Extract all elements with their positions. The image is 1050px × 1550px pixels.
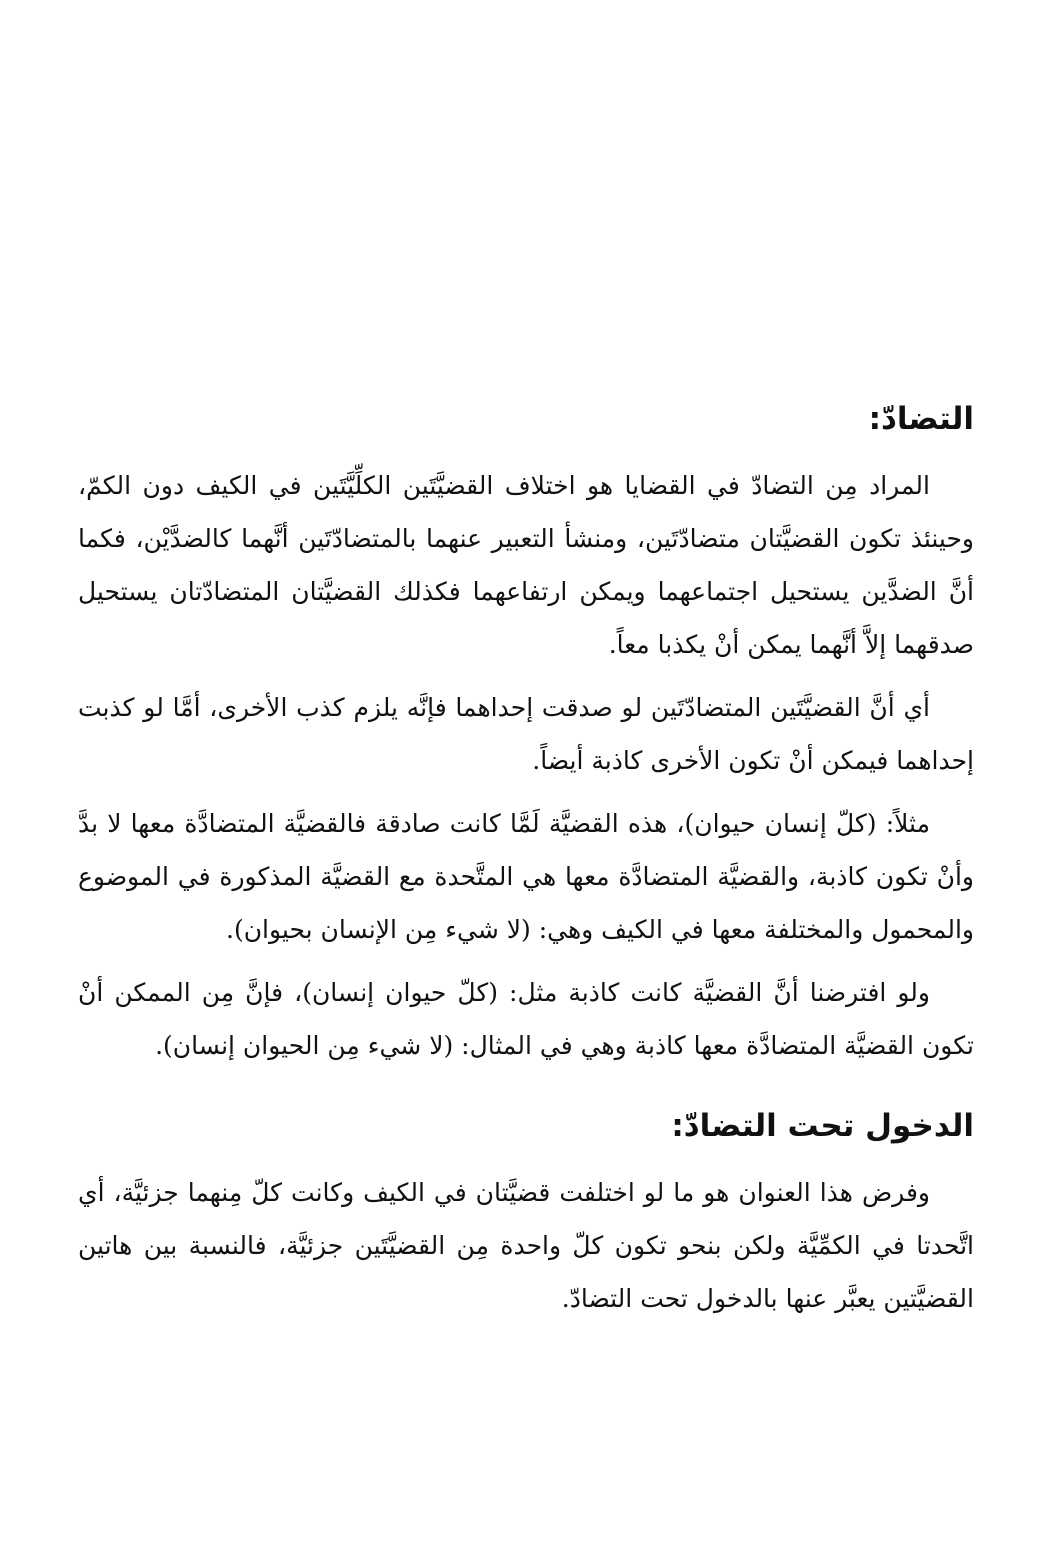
paragraph-example-true: مثلاً: (كلّ إنسان حيوان)، هذه القضيَّة لَمَّا كانت صادقة فالقضيَّة المتضادَّة معها لا بدَّ وأنْ تكون كاذبة، والقضيَّة المتضادَّة معها هي المتَّحدة مع القضيَّة المذكورة في الموضوع والمحمول والمختلفة معها في الكيف وهي: (لا شيء مِن الإنسان بحيوان). bbox=[78, 809, 974, 944]
document-page bbox=[78, 395, 974, 1335]
section-heading-contrariety: التضادّ: bbox=[868, 401, 974, 437]
paragraph-definition: المراد مِن التضادّ في القضايا هو اختلاف القضيَّتَين الكلِّيَّتَين في الكيف دون الكمّ، وحينئذ تكون القضيَّتان متضادّتَين، ومنشأ التعبير عنهما بالمتضادّتَين أنَّهما كالضدَّيْن، فكما أنَّ الضدَّين يستحيل اجتماعهما ويمكن ارتفاعهما فكذلك القضيَّتان المتضادّتان يستحيل صدقهما إلاَّ أنَّهما يمكن أنْ يكذبا معاً. bbox=[78, 471, 974, 659]
section-heading-subcontrariety: الدخول تحت التضادّ: bbox=[671, 1108, 974, 1144]
paragraph-subcontrariety: وفرض هذا العنوان هو ما لو اختلفت قضيَّتان في الكيف وكانت كلّ مِنهما جزئيَّة، أي اتَّحدتا في الكمِّيَّة ولكن بنحو تكون كلّ واحدة مِن القضيَّتَين جزئيَّة، فالنسبة بين هاتين القضيَّتين يعبَّر عنها بالدخول تحت التضادّ. bbox=[78, 1178, 974, 1313]
paragraph-example-false: ولو افترضنا أنَّ القضيَّة كانت كاذبة مثل: (كلّ حيوان إنسان)، فإنَّ مِن الممكن أنْ تكون القضيَّة المتضادَّة معها كاذبة وهي في المثال: (لا شيء مِن الحيوان إنسان). bbox=[78, 978, 974, 1060]
paragraph-explanation: أي أنَّ القضيَّتَين المتضادّتَين لو صدقت إحداهما فإنَّه يلزم كذب الأخرى، أمَّا لو كذبت إحداهما فيمكن أنْ تكون الأخرى كاذبة أيضاً. bbox=[78, 693, 974, 775]
